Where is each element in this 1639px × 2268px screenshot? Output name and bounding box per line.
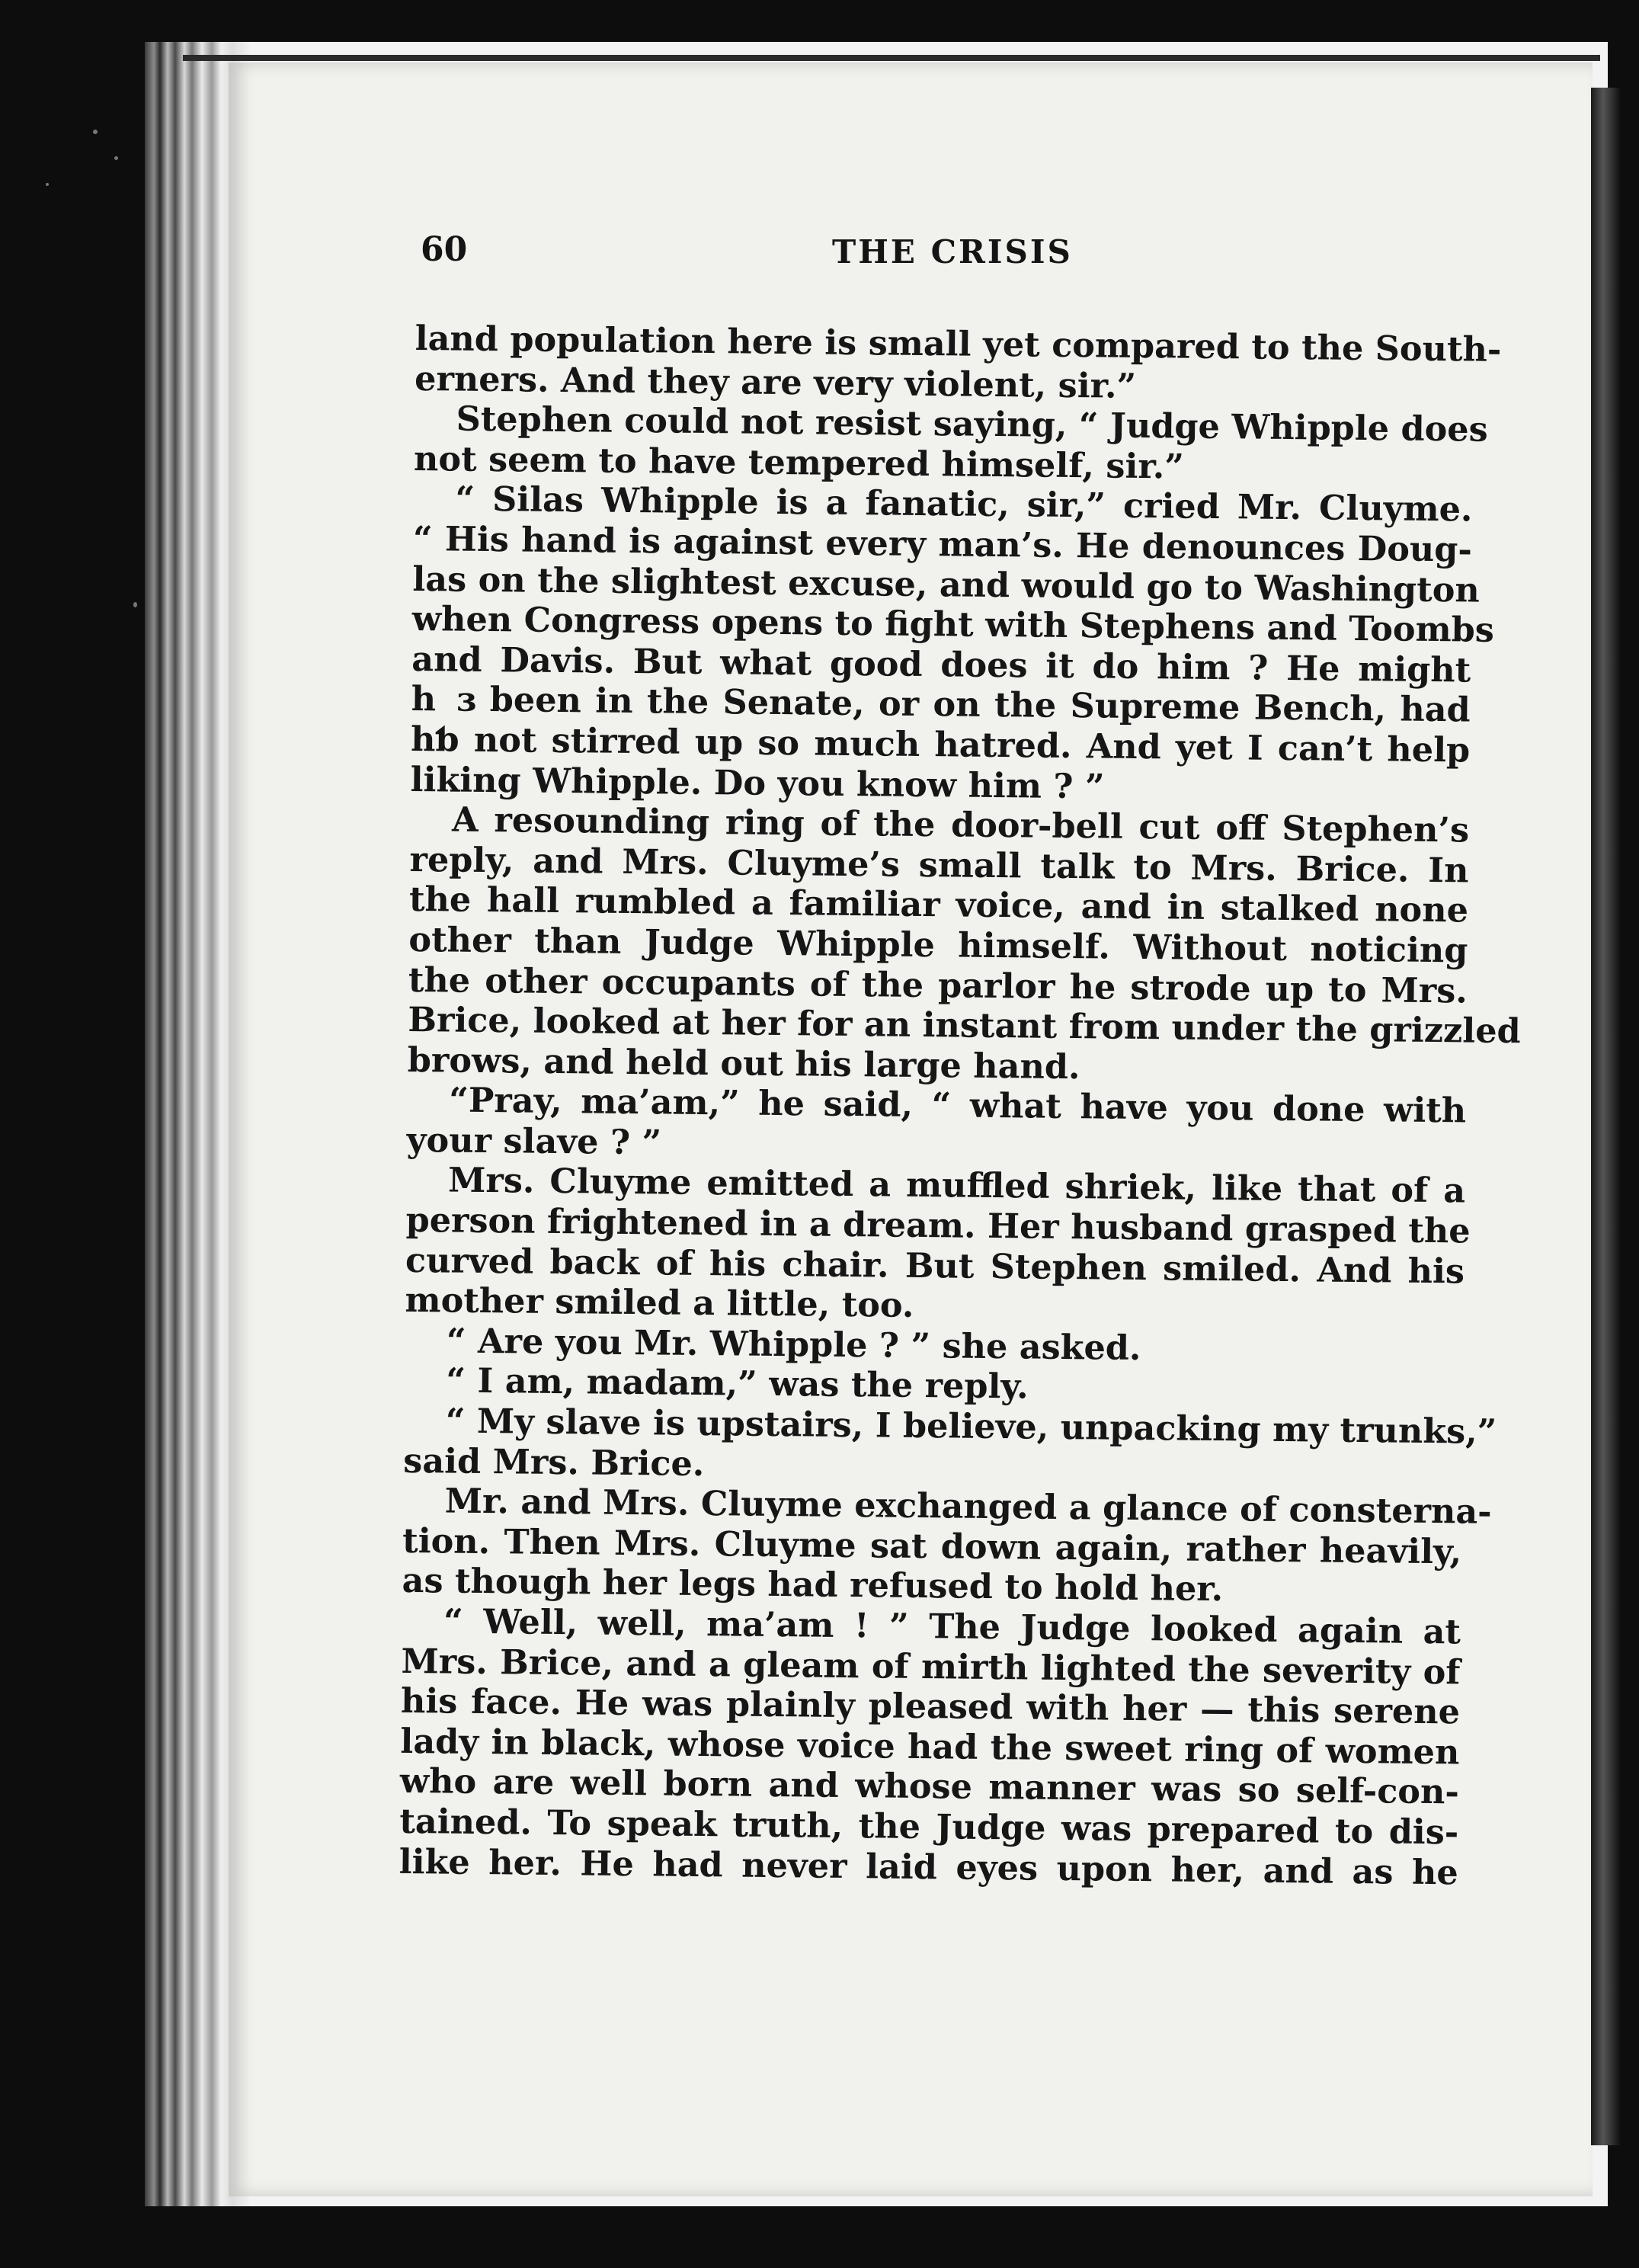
page-header <box>421 230 1457 276</box>
scan-speck <box>93 130 98 134</box>
text-line: A resounding ring of the door-bell cut off Stephen’s <box>451 799 1470 850</box>
text-line: as though her legs had refused to hold her. <box>402 1561 1224 1610</box>
text-line: “Pray, ma’am,” he said, “ what have you done with <box>448 1080 1467 1131</box>
text-line: lady in black, whose voice had the sweet ring of women <box>400 1721 1460 1773</box>
scan-speck <box>114 156 118 160</box>
text-line: your slave ? ” <box>406 1120 662 1163</box>
text-line: person frightened in a dream. Her husband grasped the <box>405 1200 1471 1251</box>
text-line: Mr. and Mrs. Cluyme exchanged a glance of consterna- <box>444 1481 1492 1533</box>
text-line: liking Whipple. Do you know him ? ” <box>410 759 1105 807</box>
text-line: other than Judge Whipple himself. Without noticing <box>408 919 1468 971</box>
body-text <box>399 319 1521 1893</box>
text-line: “ His hand is against every man’s. He denounces Doug- <box>412 518 1473 570</box>
text-line: erners. And they are very violent, sir.” <box>414 358 1137 406</box>
text-line: when Congress opens to fight with Stephens and Toombs <box>411 599 1495 651</box>
text-line: Brice, looked at her for an instant from under the grizzled <box>408 1000 1521 1052</box>
text-line: “ My slave is upstairs, I believe, unpacking my trunks,” <box>445 1401 1497 1452</box>
text-line: Mrs. Cluyme emitted a muffled shriek, like that of a <box>447 1160 1466 1211</box>
text-line: reply, and Mrs. Cluyme’s small talk to Mrs. Brice. In <box>409 839 1469 891</box>
text-line: land population here is small yet compared to the South- <box>415 319 1502 370</box>
page-top-border <box>183 55 1600 61</box>
text-line: and Davis. But what good does it do him ? He might <box>411 639 1471 690</box>
page-right-shadow <box>1591 88 1621 2145</box>
text-line: tion. Then Mrs. Cluyme sat down again, rather heavily, <box>402 1520 1462 1572</box>
text-line: tained. To speak truth, the Judge was prepared to dis- <box>399 1801 1459 1853</box>
text-line: “ Silas Whipple is a fanatic, sir,” cried Mr. Cluyme. <box>455 479 1473 530</box>
text-line: “ Are you Mr. Whipple ? ” she asked. <box>446 1321 1141 1368</box>
text-line: “ Well, well, ma’am ! ” The Judge looked again at <box>443 1601 1461 1652</box>
text-line: his face. He was plainly pleased with her — this serene <box>400 1681 1461 1732</box>
text-line: las on the slightest excuse, and would go to Washington <box>412 559 1481 610</box>
text-line: Mrs. Brice, and a gleam of mirth lighted the severity of <box>401 1641 1461 1693</box>
running-title: THE CRISIS <box>832 233 1073 271</box>
text-line: hƅ not stirred up so much hatred. And yet I can’t help <box>410 719 1471 770</box>
text-line: curved back of his chair. But Stephen smiled. And his <box>405 1240 1465 1292</box>
text-line: Stephen could not resist saying, “ Judge Whipple does <box>456 399 1488 450</box>
text-line: mother smiled a little, too. <box>405 1280 914 1326</box>
page-number: 60 <box>421 230 468 269</box>
text-line: not seem to have tempered himself, sir.” <box>413 438 1185 487</box>
text-line: the hall rumbled a familiar voice, and in stalked none <box>408 879 1469 931</box>
text-line: brows, and held out his large hand. <box>407 1040 1080 1087</box>
text-line: who are well born and whose manner was so self-con- <box>399 1761 1460 1812</box>
text-line: like her. He had never laid eyes upon her, and as he <box>399 1841 1458 1893</box>
text-line: said Mrs. Brice. <box>403 1440 705 1484</box>
scan-speck <box>133 602 137 607</box>
text-line: the other occupants of the parlor he strode up to Mrs. <box>408 959 1468 1011</box>
text-line: h ɜ been in the Senate, or on the Supreme Bench, had <box>411 679 1471 730</box>
scan-speck <box>46 183 49 186</box>
text-line: “ I am, madam,” was the reply. <box>446 1360 1029 1407</box>
